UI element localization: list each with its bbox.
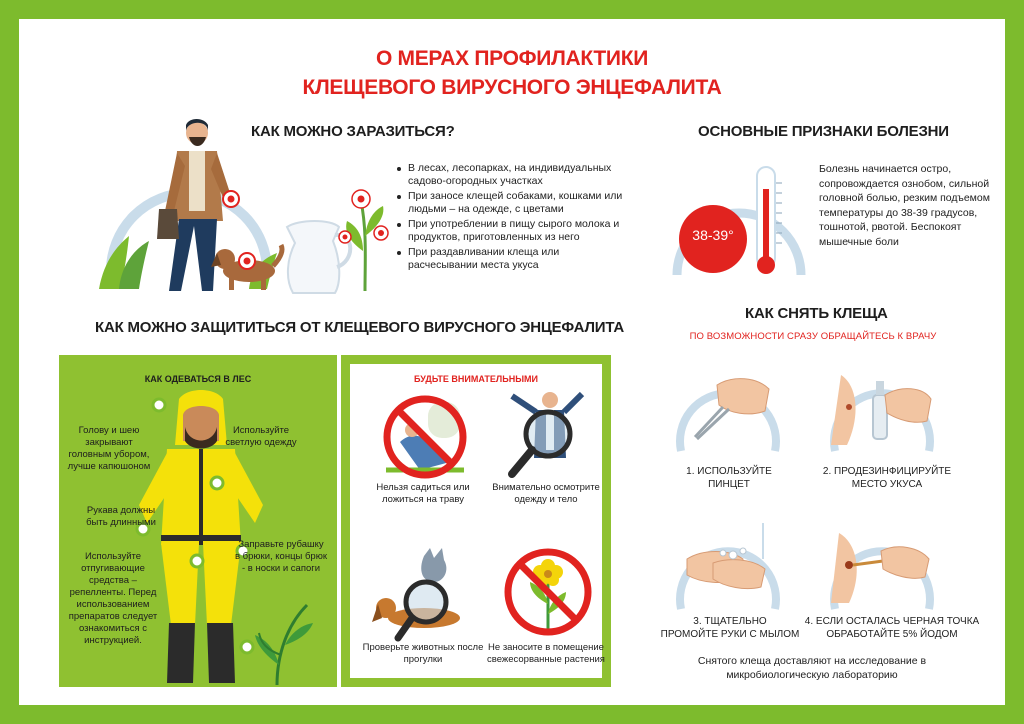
attention-flowers-text: Не заносите в помещение свежесорванные растения	[487, 642, 605, 665]
title-line-1: О МЕРАХ ПРОФИЛАКТИКИ	[375, 47, 649, 70]
infection-bullet: При употреблении в пищу сырого молока и продуктов, приготовленных из него	[397, 218, 627, 244]
infection-bullet: В лесах, лесопарках, на индивидуальных садово-огородных участках	[397, 162, 627, 188]
infection-heading: КАК МОЖНО ЗАРАЗИТЬСЯ?	[251, 123, 455, 140]
attention-pets-text: Проверьте животных после прогулки	[362, 642, 484, 665]
fern-plant	[247, 595, 327, 685]
clothing-title: КАК ОДЕВАТЬСЯ В ЛЕС	[144, 374, 252, 384]
thermometer-illustration	[669, 159, 809, 283]
clothing-light-note: Используйте светлую одежду	[225, 425, 297, 448]
symptoms-heading: ОСНОВНЫЕ ПРИЗНАКИ БОЛЕЗНИ	[698, 123, 949, 140]
poster	[19, 19, 1005, 705]
clothing-repellent-note: Используйте отпугивающие средства – репелленты. Перед использованием препаратов следует ознакомиться с инструкцией.	[68, 551, 158, 646]
removal-subtitle: ПО ВОЗМОЖНОСТИ СРАЗУ ОБРАЩАЙТЕСЬ К ВРАЧУ	[689, 331, 937, 342]
infection-bullet: При заносе клещей собаками, кошками или людьми – на одежде, с цветами	[397, 190, 627, 216]
attention-inspect-text: Внимательно осмотрите одежду и тело	[492, 482, 600, 505]
removal-step-1-line2: ПИНЦЕТ	[708, 479, 750, 490]
inspect-magnifier-icon	[498, 388, 588, 484]
clothing-head-note: Голову и шею закрывают головным убором, лучше капюшоном	[67, 425, 151, 472]
attention-no-sit-text: Нельзя садиться или ложиться на траву	[376, 482, 470, 505]
iodine-step-icon	[827, 513, 937, 613]
no-sit-icon	[380, 392, 470, 482]
title-line-2: КЛЕЩЕВОГО ВИРУСНОГО ЭНЦЕФАЛИТА	[302, 76, 722, 99]
symptoms-text: Болезнь начинается остро, сопровождается ознобом, сильной головной болью, резким подъемом температуры до 38-39 градусов, тошнотой, рвотой. Беспокоят мышечные боли	[819, 163, 990, 248]
removal-step-3-line2: ПРОМОЙТЕ РУКИ С МЫЛОМ	[660, 629, 800, 640]
flower	[339, 190, 388, 291]
removal-step-1	[659, 465, 799, 491]
infection-bullets	[397, 162, 627, 274]
removal-step-4	[797, 615, 987, 641]
removal-step-2-line2: МЕСТО УКУСА	[851, 479, 923, 490]
removal-step-4-line2: ОБРАБОТАЙТЕ 5% ЙОДОМ	[826, 629, 958, 640]
no-flowers-icon	[500, 544, 596, 640]
removal-step-3	[655, 615, 805, 641]
removal-heading: КАК СНЯТЬ КЛЕЩА	[745, 305, 888, 322]
infection-illustration	[99, 111, 389, 291]
wash-hands-step-icon	[673, 513, 783, 613]
removal-step-2-line1: 2. ПРОДЕЗИНФИЦИРУЙТЕ	[822, 466, 952, 477]
temperature-badge: 38-39°	[692, 227, 734, 243]
removal-step-1-line1: 1. ИСПОЛЬЗУЙТЕ	[686, 466, 772, 477]
removal-step-3-line1: 3. ТЩАТЕЛЬНО	[693, 616, 767, 627]
clothing-sleeves-note: Рукава должны быть длинными	[86, 505, 156, 528]
removal-step-2	[807, 465, 967, 491]
removal-footer-note: Снятого клеща доставляют на исследование в микробиологическую лабораторию	[697, 655, 927, 681]
disinfect-step-icon	[827, 355, 937, 455]
removal-step-4-line1: 4. ЕСЛИ ОСТАЛАСЬ ЧЕРНАЯ ТОЧКА	[804, 616, 980, 627]
clothing-panel	[59, 355, 337, 687]
attention-panel	[341, 355, 611, 687]
pets-check-icon	[364, 546, 474, 646]
clothing-tuck-note: Заправьте рубашку в брюки, концы брюк - в носки и сапоги	[235, 539, 327, 574]
attention-title: БУДЬТЕ ВНИМАТЕЛЬНЫМИ	[414, 374, 538, 384]
infection-bullet: При раздавливании клеща или расчесывании места укуса	[397, 246, 627, 272]
tweezers-step-icon	[673, 355, 783, 455]
protection-heading: КАК МОЖНО ЗАЩИТИТЬСЯ ОТ КЛЕЩЕВОГО ВИРУСНОГО ЭНЦЕФАЛИТА	[95, 319, 625, 336]
